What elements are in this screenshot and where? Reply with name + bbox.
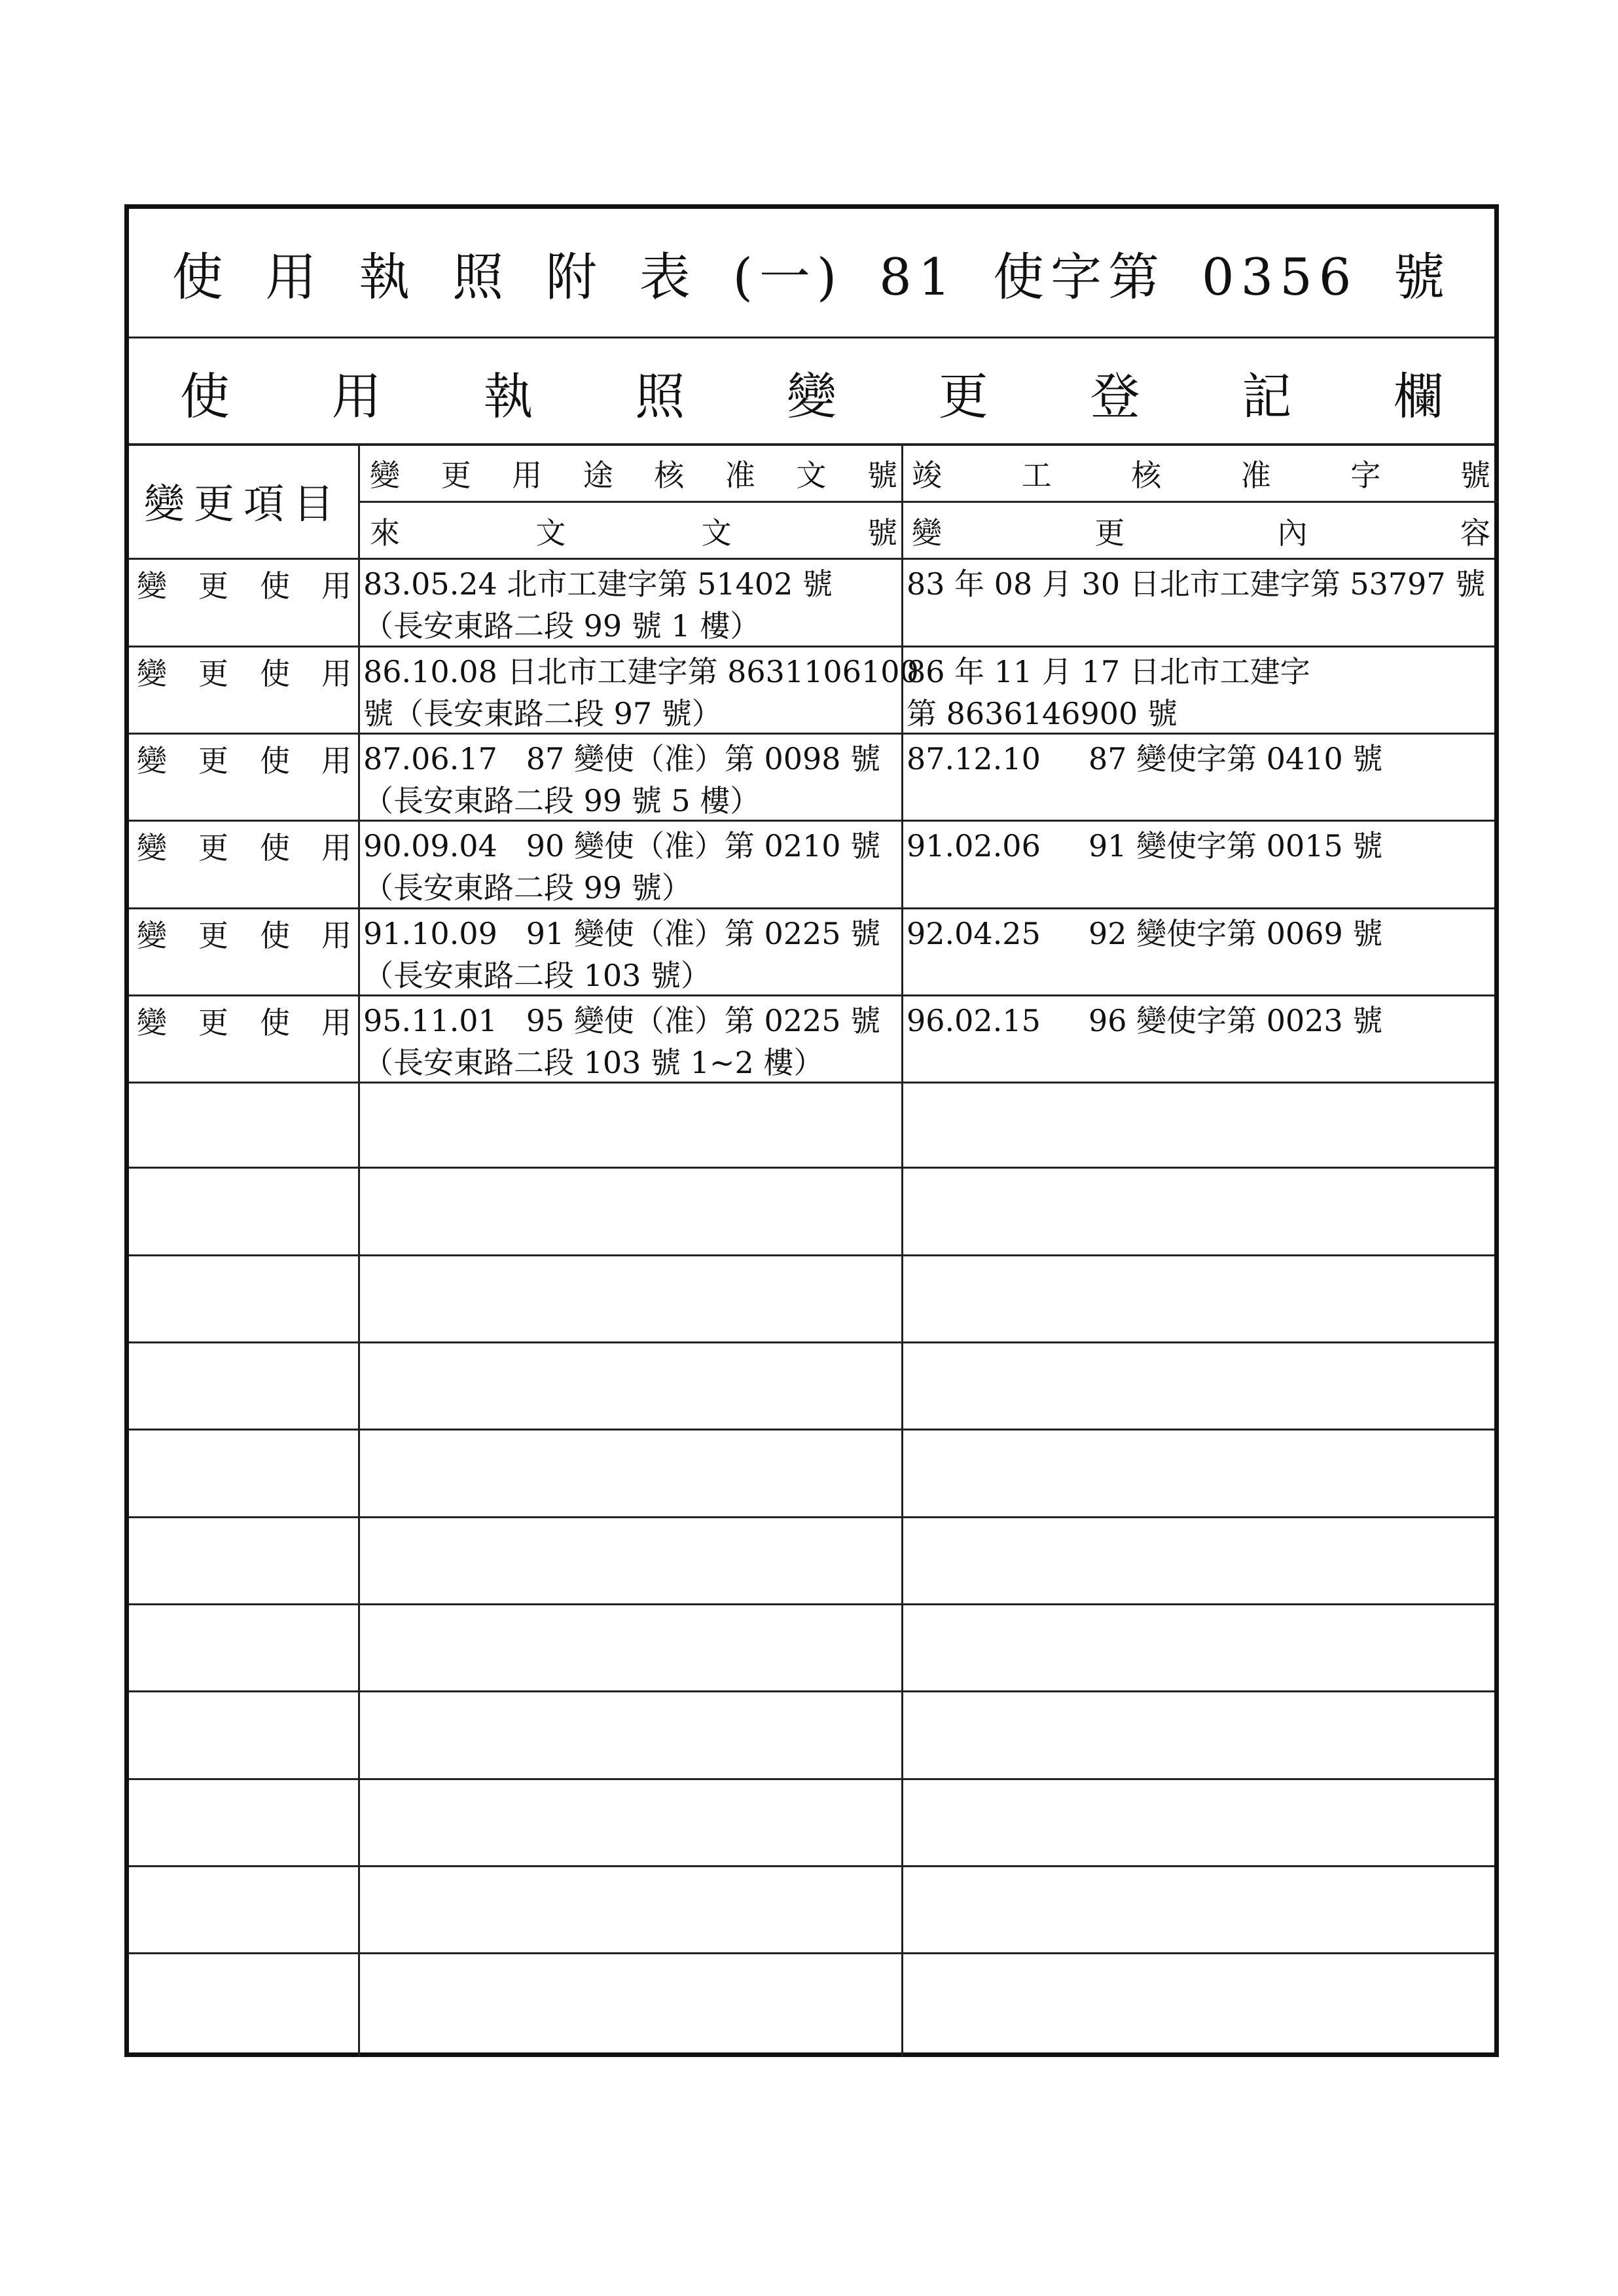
- row-completion-line: 87.12.10 87 變使字第 0410 號: [907, 741, 1383, 776]
- row-completion-line: 86 年 11 月 17 日北市工建字: [907, 654, 1310, 689]
- change-register-table: [124, 204, 1499, 2057]
- row-item: 變 更 使 用: [137, 568, 351, 604]
- row-item: 變 更 使 用: [137, 743, 351, 778]
- row-approval-line: 83.05.24 北市工建字第 51402 號: [363, 566, 833, 602]
- row-completion-line: 92.04.25 92 變使字第 0069 號: [907, 916, 1383, 951]
- row-completion-line: 第 8636146900 號: [907, 696, 1178, 731]
- row-divider: [129, 733, 1494, 735]
- register-heading-char: 登: [1090, 367, 1140, 426]
- row-item: 變 更 使 用: [137, 1005, 351, 1040]
- row-divider: [129, 994, 1494, 996]
- register-heading-char: 欄: [1393, 367, 1444, 426]
- row-approval-line: （長安東路二段 103 號 1~2 樓）: [363, 1045, 824, 1080]
- row-divider: [129, 820, 1494, 822]
- row-completion-line: 91.02.06 91 變使字第 0015 號: [907, 828, 1383, 864]
- row-approval-line: 號（長安東路二段 97 號）: [363, 696, 722, 731]
- row-approval-line: 87.06.17 87 變使（准）第 0098 號: [363, 741, 881, 776]
- header-inner-divider: [358, 501, 1499, 503]
- empty-row-divider: [129, 1865, 1494, 1867]
- row-approval-line: 95.11.01 95 變使（准）第 0225 號: [363, 1003, 881, 1038]
- row-completion-line: 83 年 08 月 30 日北市工建字第 53797 號: [907, 566, 1486, 602]
- row-approval-line: 86.10.08 日北市工建字第 8631106100: [363, 654, 919, 689]
- header-change-item: 變更項目: [143, 480, 343, 528]
- empty-row-divider: [129, 1690, 1494, 1692]
- empty-row-divider: [129, 1603, 1494, 1605]
- register-heading: [129, 340, 1494, 445]
- row-item: 變 更 使 用: [137, 830, 351, 866]
- empty-row-divider: [129, 1516, 1494, 1518]
- row-completion-line: 96.02.15 96 變使字第 0023 號: [907, 1003, 1383, 1038]
- title-divider: [129, 337, 1494, 338]
- register-heading-char: 使: [179, 367, 230, 426]
- empty-row-divider: [129, 1341, 1494, 1343]
- row-approval-line: （長安東路二段 99 號 5 樓）: [363, 783, 761, 818]
- register-heading-char: 記: [1242, 367, 1292, 426]
- header-divider: [129, 558, 1494, 560]
- header-completion: 竣 工 核 准 字 號: [912, 458, 1490, 493]
- column-divider: [358, 443, 360, 2057]
- empty-row-divider: [129, 1167, 1494, 1169]
- empty-row-divider: [129, 1952, 1494, 1954]
- empty-row-divider: [129, 1778, 1494, 1780]
- row-approval-line: 91.10.09 91 變使（准）第 0225 號: [363, 916, 881, 951]
- header-change-content: 變 更 內 容: [912, 515, 1490, 551]
- row-divider: [129, 1082, 1494, 1084]
- row-approval-line: （長安東路二段 99 號）: [363, 870, 692, 905]
- row-divider: [129, 646, 1494, 647]
- header-incoming-doc: 來 文 文 號: [370, 515, 897, 551]
- row-divider: [129, 907, 1494, 909]
- row-approval-line: （長安東路二段 103 號）: [363, 958, 711, 993]
- row-item: 變 更 使 用: [137, 656, 351, 691]
- header-approval-doc: 變 更 用 途 核 准 文 號: [370, 458, 897, 493]
- empty-row-divider: [129, 1429, 1494, 1430]
- row-approval-line: 90.09.04 90 變使（准）第 0210 號: [363, 828, 881, 864]
- register-heading-char: 照: [635, 367, 685, 426]
- row-approval-line: （長安東路二段 99 號 1 樓）: [363, 608, 761, 644]
- register-heading-char: 用: [331, 367, 382, 426]
- empty-row-divider: [129, 1254, 1494, 1256]
- register-heading-char: 執: [483, 367, 533, 426]
- register-heading-char: 更: [938, 367, 988, 426]
- document-title: 使 用 執 照 附 表 (一) 81 使字第 0356 號: [171, 247, 1452, 307]
- row-item: 變 更 使 用: [137, 918, 351, 953]
- register-heading-char: 變: [787, 367, 837, 426]
